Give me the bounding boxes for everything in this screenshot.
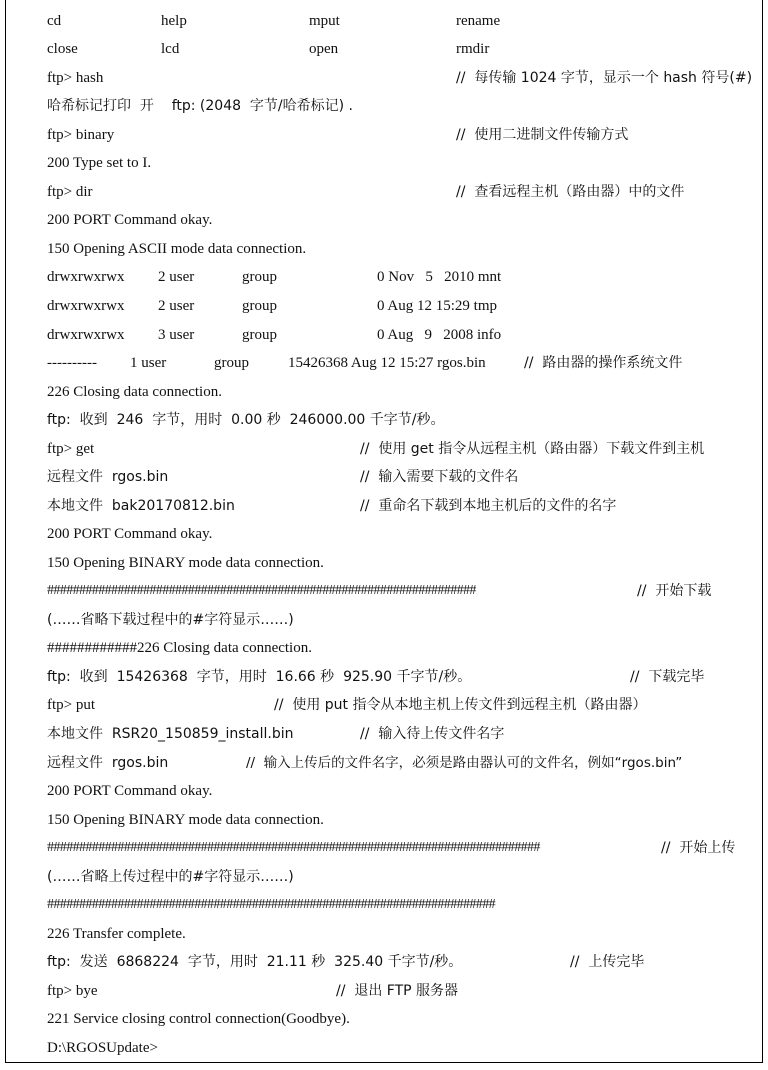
dir-perm: drwxrwxrwx bbox=[47, 298, 125, 314]
terminal-line: 远程文件 rgos.bin bbox=[47, 469, 169, 485]
terminal-line: 150 Opening BINARY mode data connection. bbox=[47, 555, 324, 571]
cmd-word: lcd bbox=[161, 41, 180, 57]
hash-progress: ###################################################################### bbox=[47, 897, 496, 912]
terminal-line: 本地文件 RSR20_150859_install.bin bbox=[47, 726, 294, 742]
terminal-line: 221 Service closing control connection(Goodbye). bbox=[47, 1011, 350, 1027]
dir-perm: drwxrwxrwx bbox=[47, 269, 125, 285]
dir-info: 0 Aug 12 15:29 tmp bbox=[377, 298, 498, 314]
dir-info: 15426368 Aug 12 15:27 rgos.bin bbox=[288, 355, 486, 371]
line-comment: // 每传输 1024 字节，显示一个 hash 符号(#) bbox=[456, 70, 753, 86]
terminal-line: 本地文件 bak20170812.bin bbox=[47, 498, 235, 514]
terminal-line: ############226 Closing data connection. bbox=[47, 640, 312, 656]
cmd-word: mput bbox=[309, 13, 340, 29]
terminal-line: (……省略上传过程中的#字符显示……) bbox=[47, 869, 294, 885]
hash-progress: ############################################################################# bbox=[47, 840, 540, 855]
cmd-word: rename bbox=[456, 13, 501, 29]
line-comment: // 上传完毕 bbox=[570, 954, 645, 970]
dir-info: 0 Nov 5 2010 mnt bbox=[377, 269, 502, 285]
terminal-transcript-box bbox=[5, 0, 763, 1063]
cmd-word: open bbox=[309, 41, 339, 57]
terminal-line: ftp: 发送 6868224 字节，用时 21.11 秒 325.40 千字节/秒。 bbox=[47, 954, 463, 970]
terminal-line: ftp> bye bbox=[47, 983, 98, 999]
terminal-line: 远程文件 rgos.bin bbox=[47, 755, 169, 771]
terminal-line: ftp> hash bbox=[47, 70, 104, 86]
line-comment: // 开始下载 bbox=[637, 583, 712, 599]
line-comment: // 使用二进制文件传输方式 bbox=[456, 127, 629, 143]
terminal-line: 226 Transfer complete. bbox=[47, 926, 186, 942]
cmd-word: help bbox=[161, 13, 187, 29]
terminal-line: ftp: 收到 246 字节，用时 0.00 秒 246000.00 千字节/秒。 bbox=[47, 412, 445, 428]
terminal-line: 200 PORT Command okay. bbox=[47, 783, 213, 799]
line-comment: // 查看远程主机（路由器）中的文件 bbox=[456, 184, 685, 200]
terminal-line: 200 PORT Command okay. bbox=[47, 212, 213, 228]
line-comment: // 下载完毕 bbox=[630, 669, 705, 685]
terminal-line: ftp> binary bbox=[47, 127, 115, 143]
terminal-prompt: D:\RGOSUpdate> bbox=[47, 1040, 158, 1056]
dir-links: 1 user bbox=[130, 355, 167, 371]
terminal-line: ftp> put bbox=[47, 697, 96, 713]
line-comment: // 输入需要下载的文件名 bbox=[360, 469, 519, 485]
dir-group: group bbox=[242, 298, 277, 314]
terminal-line: 226 Closing data connection. bbox=[47, 384, 222, 400]
dir-links: 3 user bbox=[158, 327, 195, 343]
terminal-line: 哈希标记打印 开 ftp: (2048 字节/哈希标记) . bbox=[47, 98, 353, 114]
cmd-word: rmdir bbox=[456, 41, 490, 57]
cmd-word: close bbox=[47, 41, 78, 57]
dir-perm: drwxrwxrwx bbox=[47, 327, 125, 343]
line-comment: // 输入上传后的文件名字，必须是路由器认可的文件名，例如“rgos.bin” bbox=[246, 755, 683, 771]
line-comment: // 开始上传 bbox=[661, 840, 736, 856]
line-comment: // 输入待上传文件名字 bbox=[360, 726, 505, 742]
terminal-line: 150 Opening BINARY mode data connection. bbox=[47, 812, 324, 828]
hash-progress: ################################################################### bbox=[47, 583, 476, 598]
dir-group: group bbox=[214, 355, 249, 371]
terminal-line: ftp> get bbox=[47, 441, 95, 457]
terminal-line: (……省略下载过程中的#字符显示……) bbox=[47, 612, 294, 628]
dir-group: group bbox=[242, 269, 277, 285]
dir-perm: ---------- bbox=[47, 355, 97, 371]
line-comment: // 重命名下载到本地主机后的文件的名字 bbox=[360, 498, 617, 514]
terminal-line: 200 Type set to I. bbox=[47, 155, 152, 171]
dir-links: 2 user bbox=[158, 298, 195, 314]
terminal-line: ftp> dir bbox=[47, 184, 93, 200]
line-comment: // 使用 put 指令从本地主机上传文件到远程主机（路由器） bbox=[274, 697, 647, 713]
dir-links: 2 user bbox=[158, 269, 195, 285]
line-comment: // 路由器的操作系统文件 bbox=[524, 355, 683, 371]
terminal-line: 200 PORT Command okay. bbox=[47, 526, 213, 542]
dir-info: 0 Aug 9 2008 info bbox=[377, 327, 502, 343]
dir-group: group bbox=[242, 327, 277, 343]
terminal-line: 150 Opening ASCII mode data connection. bbox=[47, 241, 307, 257]
cmd-word: cd bbox=[47, 13, 62, 29]
line-comment: // 退出 FTP 服务器 bbox=[336, 983, 459, 999]
terminal-line: ftp: 收到 15426368 字节，用时 16.66 秒 925.90 千字节/秒。 bbox=[47, 669, 472, 685]
line-comment: // 使用 get 指令从远程主机（路由器）下载文件到主机 bbox=[360, 441, 705, 457]
